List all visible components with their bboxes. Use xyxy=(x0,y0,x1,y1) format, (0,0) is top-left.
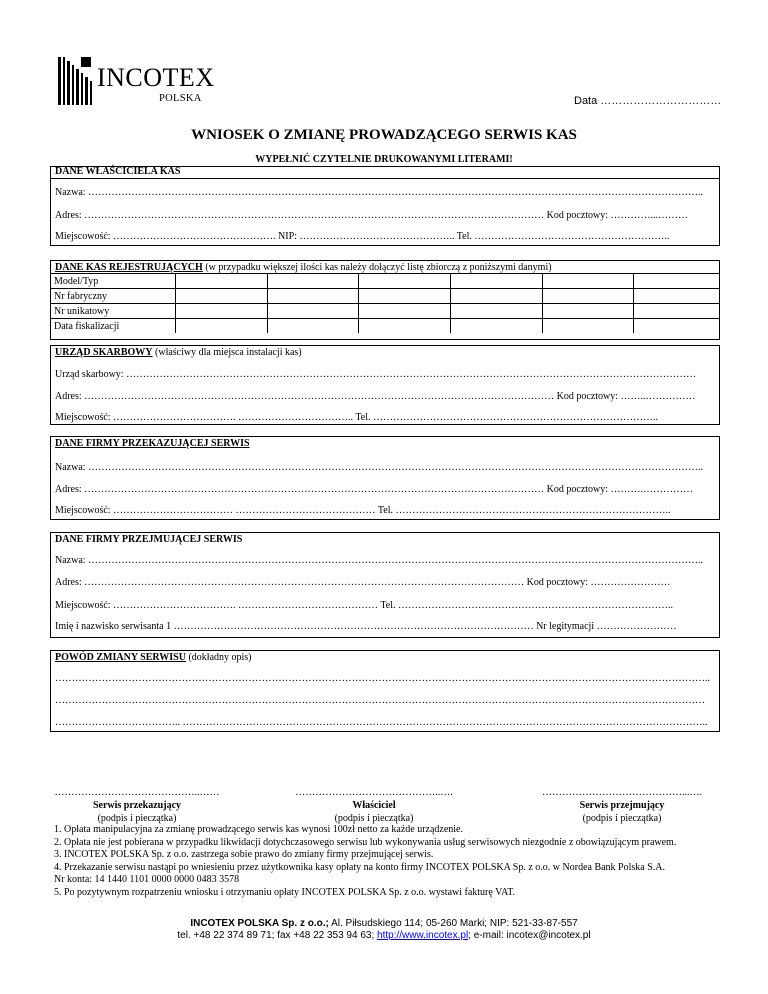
table-row xyxy=(51,304,719,319)
reason-line-1[interactable]: …………………………………………………………………………………………………………………………………………………………………………….. xyxy=(55,673,710,684)
footer-phones: tel. +48 22 374 89 71; fax +48 22 353 94 63; xyxy=(177,930,378,941)
transferring-name-field[interactable]: Nazwa: ………………………………………………………………………………………………………………………………………………………………….. xyxy=(55,462,704,473)
incotex-logo xyxy=(57,57,227,107)
registers-section xyxy=(50,260,720,340)
registers-heading: DANE KAS REJESTRUJĄCYCH (w przypadku większej ilości kas należy dołączyć listę zbiorczą z poniższymi danymi) xyxy=(55,262,552,273)
reason-section xyxy=(50,650,720,732)
notes-list xyxy=(54,824,676,899)
logo-sub: POLSKA xyxy=(159,93,202,104)
owner-name-field[interactable]: Nazwa: ………………………………………………………………………………………………………………………………………………………………….. xyxy=(55,187,704,198)
owner-address-field[interactable]: Adres: ………………………………………………………………………………………………………………………… Kod pocztowy: …………...……… xyxy=(55,210,689,221)
logo-brand: INCOTEX xyxy=(97,63,215,92)
note-item: Nr konta: 14 1440 1101 0000 0000 0483 3578 xyxy=(54,874,240,885)
logo-bars-icon xyxy=(57,57,97,105)
transferring-city-field[interactable]: Miejscowość: ……………………………… …………………………………… Tel. ……………………………………………………………………….. xyxy=(55,505,671,516)
receiving-name-field[interactable]: Nazwa: ………………………………………………………………………………………………………………………………………………………………….. xyxy=(55,555,704,566)
footer-website-link[interactable]: http://www.incotex.pl xyxy=(377,930,469,941)
signature-receiving[interactable]: ……………………………………...…. Serwis przejmujący (podpis i pieczątka) xyxy=(542,787,702,824)
note-item: 5. Po pozytywnym rozpatrzeniu wniosku i otrzymaniu opłaty INCOTEX POLSKA Sp. z o.o. wystawi fakturę VAT. xyxy=(54,886,516,898)
technician-field[interactable]: Imię i nazwisko serwisanta 1 ……………………………………………………………………………………………… Nr legitymacji …………………… xyxy=(55,621,677,632)
signature-transferring[interactable]: ……………………………………..…… Serwis przekazujący (podpis i pieczątka) xyxy=(54,787,220,824)
reason-line-3[interactable]: ……………………………….. ………………………………………………………………………………………………………………………………………….. xyxy=(55,717,708,728)
reason-line-2[interactable]: …………………………………………………………………………………………………………………………………………………………………………… xyxy=(55,695,705,706)
receiving-heading: DANE FIRMY PRZEJMUJĄCEJ SERWIS xyxy=(55,534,243,545)
note-item: 4. Przekazanie serwisu nastąpi po wniesieniu przez użytkownika kasy opłaty na konto firmy INCOTEX POLSKA Sp. z o.o. w Nordea Bank Polska S.A. xyxy=(54,861,666,873)
tax-office-name-field[interactable]: Urząd skarbowy: ……………………………………………………………………………………………………………………………………………………… xyxy=(55,369,697,380)
owner-section xyxy=(50,166,720,246)
footer-address: Al. Piłsudskiego 114; 05-260 Marki; NIP: 521-33-87-557 xyxy=(328,918,578,929)
receiving-city-field[interactable]: Miejscowość: ………………………………. …………………………………… Tel. ……………………………………………………………………….. xyxy=(55,600,673,611)
page-subtitle: WYPEŁNIĆ CZYTELNIE DRUKOWANYMI LITERAMI! xyxy=(255,154,513,165)
table-row xyxy=(51,289,719,304)
tax-office-address-field[interactable]: Adres: …………………………………………………………………………………………………………………………… Kod pocztowy: ……..…………… xyxy=(55,391,696,402)
footer xyxy=(0,918,768,942)
row-label: Data fiskalizacji xyxy=(51,319,176,334)
receiving-address-field[interactable]: Adres: …………………………………………………………………………………………………………………… Kod pocztowy: …………………… xyxy=(55,577,671,588)
tax-office-city-field[interactable]: Miejscowość: ………………………………. …………………………….. Tel. ………………………………………………………………………….. xyxy=(55,412,658,423)
note-item: 3. INCOTEX POLSKA Sp. z o.o. zastrzega sobie prawo do zmiany firmy przejmującej serwis. xyxy=(54,849,434,860)
note-item: 1. Opłata manipulacyjna za zmianę prowadzącego serwis kas wynosi 100zł netto za każde urządzenie. xyxy=(54,824,463,835)
note-item: 2. Opłata nie jest pobierana w przypadku likwidacji dotychczasowego serwisu lub wykonywania usług serwisowych niezgodnie z obowiązującym prawem. xyxy=(54,836,677,848)
owner-city-field[interactable]: Miejscowość: …………………………………………. NIP: ……………………………………….. Tel. ………………………………………………….. xyxy=(55,231,670,242)
row-label: Nr unikatowy xyxy=(51,304,176,319)
page-title: WNIOSEK O ZMIANĘ PROWADZĄCEGO SERWIS KAS xyxy=(191,127,577,143)
row-label: Nr fabryczny xyxy=(51,289,176,304)
table-row xyxy=(51,274,719,289)
footer-company: INCOTEX POLSKA Sp. z o.o.; xyxy=(190,918,329,929)
reason-heading: POWÓD ZMIANY SERWISU (dokładny opis) xyxy=(55,652,252,663)
signature-owner[interactable]: ……………………………………..…. Właściciel (podpis i pieczątka) xyxy=(295,787,453,824)
row-label: Model/Typ xyxy=(51,274,176,289)
date-field[interactable]: Data …………………………… xyxy=(574,95,722,107)
registers-table xyxy=(51,273,719,333)
tax-office-section xyxy=(50,345,720,425)
tax-office-heading: URZĄD SKARBOWY (właściwy dla miejsca instalacji kas) xyxy=(55,347,302,358)
table-row xyxy=(51,319,719,334)
transferring-address-field[interactable]: Adres: ………………………………………………………………………………………………………………………… Kod pocztowy: ……….…………… xyxy=(55,484,694,495)
owner-heading: DANE WŁAŚCICIELA KAS xyxy=(55,166,181,177)
transferring-section xyxy=(50,436,720,520)
receiving-section xyxy=(50,532,720,638)
transferring-heading: DANE FIRMY PRZEKAZUJĄCEJ SERWIS xyxy=(55,438,250,449)
footer-email: ; e-mail: incotex@incotex.pl xyxy=(468,930,591,941)
